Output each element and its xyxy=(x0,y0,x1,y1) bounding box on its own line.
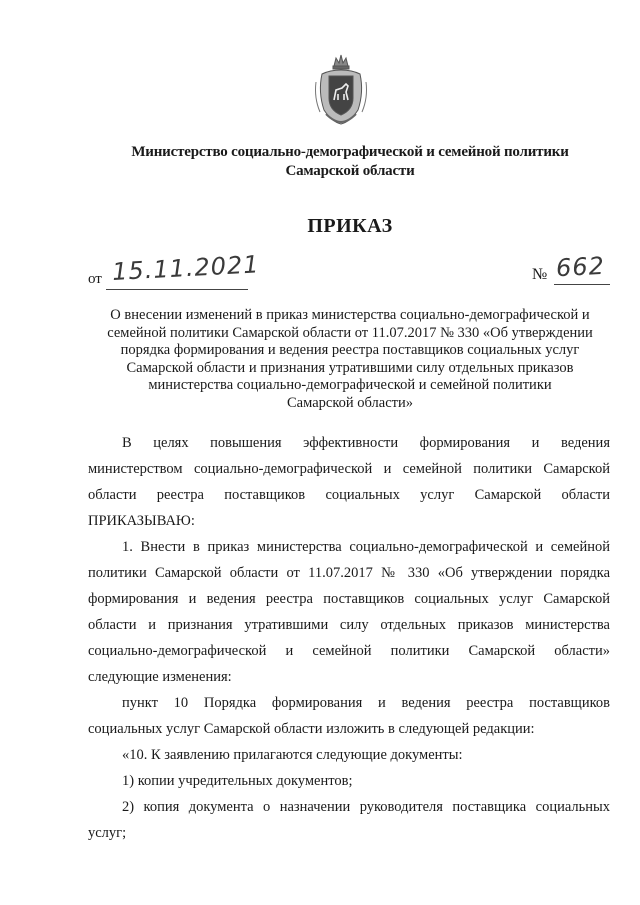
body-line: области и признания утратившими силу отдельных приказов министерства xyxy=(88,617,610,633)
order-subject xyxy=(85,307,615,412)
body-line: 2) копия документа о назначении руководителя поставщика социальных xyxy=(122,799,610,815)
order-body xyxy=(88,430,610,846)
handwritten-number: 662 xyxy=(555,251,606,283)
subject-line: семейной политики Самарской области от 11.07.2017 № 330 «Об утверждении xyxy=(107,324,593,341)
body-line: В целях повышения эффективности формирования и ведения xyxy=(122,435,610,451)
subject-line: О внесении изменений в приказ министерства социально-демографической и xyxy=(110,307,590,323)
body-line: следующие изменения: xyxy=(88,669,232,685)
body-line: пункт 10 Порядка формирования и ведения реестра поставщиков xyxy=(122,695,610,711)
number-underline xyxy=(554,284,610,285)
body-line: социальных услуг Самарской области изложить в следующей редакции: xyxy=(88,721,535,737)
body-line: формирования и ведения реестра поставщиков социальных услуг Самарской xyxy=(88,591,610,607)
ministry-name-line-1: Министерство социально-демографической и семейной политики xyxy=(131,144,569,160)
handwritten-date: 15.11.2021 xyxy=(111,250,261,286)
subject-line: Самарской области» xyxy=(287,394,413,411)
ministry-name xyxy=(60,143,640,181)
document-type-title: ПРИКАЗ xyxy=(307,215,393,237)
body-line: социально-демографической и семейной политики Самарской области» xyxy=(88,643,610,659)
body-line: области реестра поставщиков социальных услуг Самарской области xyxy=(88,487,610,503)
date-prefix: от xyxy=(88,271,102,287)
subject-line: Самарской области и признания утратившими силу отдельных приказов xyxy=(126,359,574,376)
body-line: министерством социально-демографической и семейной политики Самарской xyxy=(88,461,610,477)
body-line: 1) копии учредительных документов; xyxy=(122,773,353,789)
date-underline xyxy=(106,289,248,290)
samara-region-coat-of-arms-icon xyxy=(312,52,370,128)
body-line: 1. Внести в приказ министерства социально-демографической и семейной xyxy=(122,539,610,555)
body-line: ПРИКАЗЫВАЮ: xyxy=(88,513,195,529)
subject-line: порядка формирования и ведения реестра поставщиков социальных услуг xyxy=(120,342,580,358)
body-line: «10. К заявлению прилагаются следующие документы: xyxy=(122,747,463,763)
body-line: услуг; xyxy=(88,825,127,841)
number-prefix: № xyxy=(532,266,548,283)
subject-line: министерства социально-демографической и семейной политики xyxy=(148,377,552,393)
ministry-name-line-2: Самарской области xyxy=(285,163,415,179)
body-line: политики Самарской области от 11.07.2017 № 330 «Об утверждении порядка xyxy=(88,565,610,581)
